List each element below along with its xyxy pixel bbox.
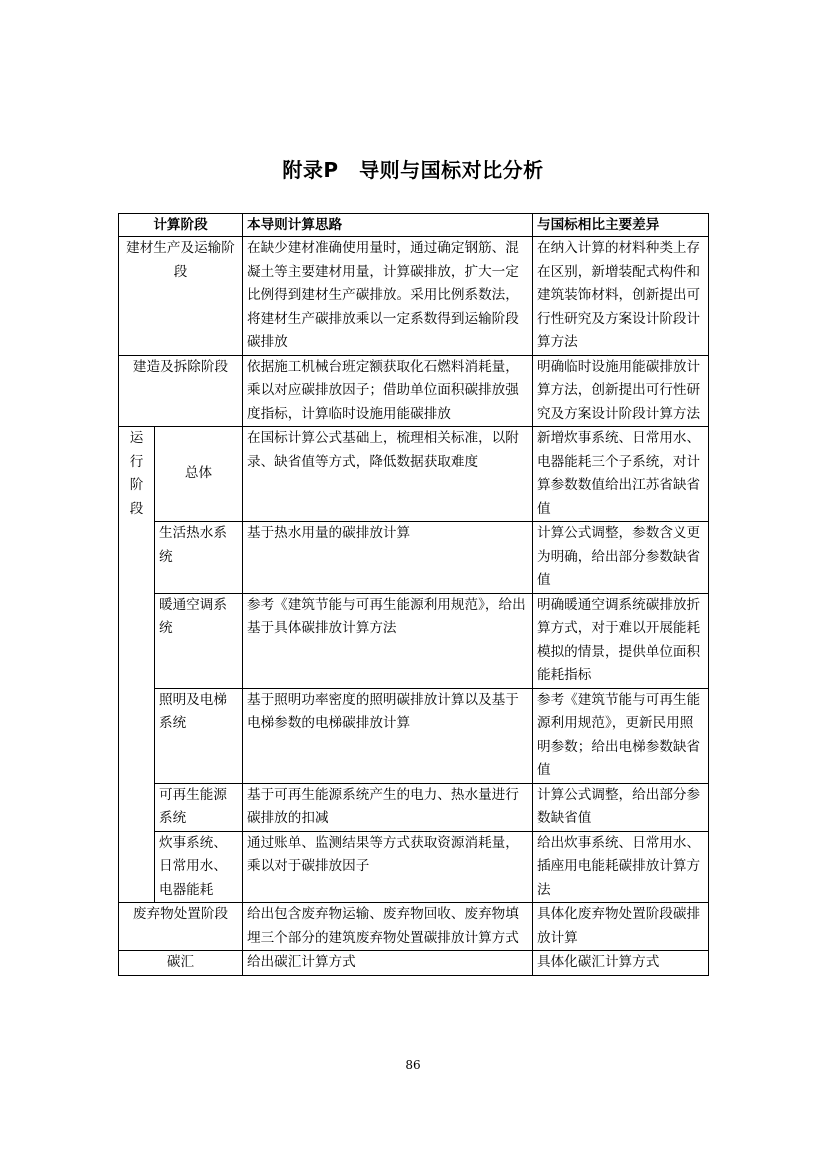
page-title: 附录P 导则与国标对比分析	[282, 158, 544, 182]
difference-cell: 具体化碳汇计算方式	[533, 951, 709, 976]
table-header-row	[119, 214, 709, 237]
difference-cell: 给出炊事系统、日常用水、插座用电能耗碳排放计算方法	[533, 831, 709, 903]
table-row	[119, 355, 709, 427]
table-row	[119, 903, 709, 951]
approach-cell: 给出包含废弃物运输、废弃物回收、废弃物填埋三个部分的建筑废弃物处置碳排放计算方式	[243, 903, 533, 951]
difference-cell: 计算公式调整，给出部分参数缺省值	[533, 783, 709, 831]
operation-stage-cell	[119, 427, 155, 903]
sub-system-cell: 炊事系统、日常用水、电器能耗	[155, 831, 243, 903]
header-stage: 计算阶段	[119, 214, 243, 237]
approach-cell: 在国标计算公式基础上，梳理相关标准，以附录、缺省值等方式，降低数据获取难度	[243, 427, 533, 522]
difference-cell: 明确暖通空调系统碳排放折算方式，对于难以开展能耗模拟的情景，提供单位面积能耗指标	[533, 593, 709, 688]
table-row	[119, 427, 709, 522]
approach-cell: 基于热水用量的碳排放计算	[243, 522, 533, 594]
table-row	[119, 237, 709, 356]
approach-cell: 通过账单、监测结果等方式获取资源消耗量，乘以对于碳排放因子	[243, 831, 533, 903]
approach-cell: 依据施工机械台班定额获取化石燃料消耗量，乘以对应碳排放因子；借助单位面积碳排放强度指标，计算临时设施用能碳排放	[243, 355, 533, 427]
sub-system-cell: 暖通空调系统	[155, 593, 243, 688]
difference-cell: 新增炊事系统、日常用水、电器能耗三个子系统，对计算参数数值给出江苏省缺省值	[533, 427, 709, 522]
difference-cell: 具体化废弃物处置阶段碳排放计算	[533, 903, 709, 951]
operation-stage-label: 运行阶段	[129, 430, 144, 517]
stage-cell: 碳汇	[119, 951, 243, 976]
stage-cell: 建材生产及运输阶段	[119, 237, 243, 356]
approach-cell: 基于可再生能源系统产生的电力、热水量进行碳排放的扣减	[243, 783, 533, 831]
comparison-table	[118, 213, 709, 976]
approach-cell: 参考《建筑节能与可再生能源利用规范》，给出基于具体碳排放计算方法	[243, 593, 533, 688]
approach-cell: 给出碳汇计算方式	[243, 951, 533, 976]
table-row	[119, 783, 709, 831]
difference-cell: 明确临时设施用能碳排放计算方法，创新提出可行性研究及方案设计阶段计算方法	[533, 355, 709, 427]
stage-cell: 建造及拆除阶段	[119, 355, 243, 427]
approach-cell: 基于照明功率密度的照明碳排放计算以及基于电梯参数的电梯碳排放计算	[243, 688, 533, 783]
page-number: 86	[405, 1058, 421, 1072]
difference-cell: 计算公式调整，参数含义更为明确，给出部分参数缺省值	[533, 522, 709, 594]
table-row	[119, 522, 709, 594]
approach-cell: 在缺少建材准确使用量时，通过确定钢筋、混凝土等主要建材用量，计算碳排放，扩大一定比例得到建材生产碳排放。采用比例系数法，将建材生产碳排放乘以一定系数得到运输阶段碳排放	[243, 237, 533, 356]
sub-system-cell: 照明及电梯系统	[155, 688, 243, 783]
table-row	[119, 951, 709, 976]
header-difference: 与国标相比主要差异	[533, 214, 709, 237]
difference-cell: 参考《建筑节能与可再生能源利用规范》，更新民用照明参数；给出电梯参数缺省值	[533, 688, 709, 783]
stage-cell: 废弃物处置阶段	[119, 903, 243, 951]
difference-cell: 在纳入计算的材料种类上存在区别，新增装配式构件和建筑装饰材料，创新提出可行性研究及方案设计阶段计算方法	[533, 237, 709, 356]
table-row	[119, 831, 709, 903]
table-row	[119, 593, 709, 688]
sub-system-cell: 可再生能源系统	[155, 783, 243, 831]
sub-system-cell: 总体	[155, 427, 243, 522]
table-row	[119, 688, 709, 783]
sub-system-cell: 生活热水系统	[155, 522, 243, 594]
header-approach: 本导则计算思路	[243, 214, 533, 237]
